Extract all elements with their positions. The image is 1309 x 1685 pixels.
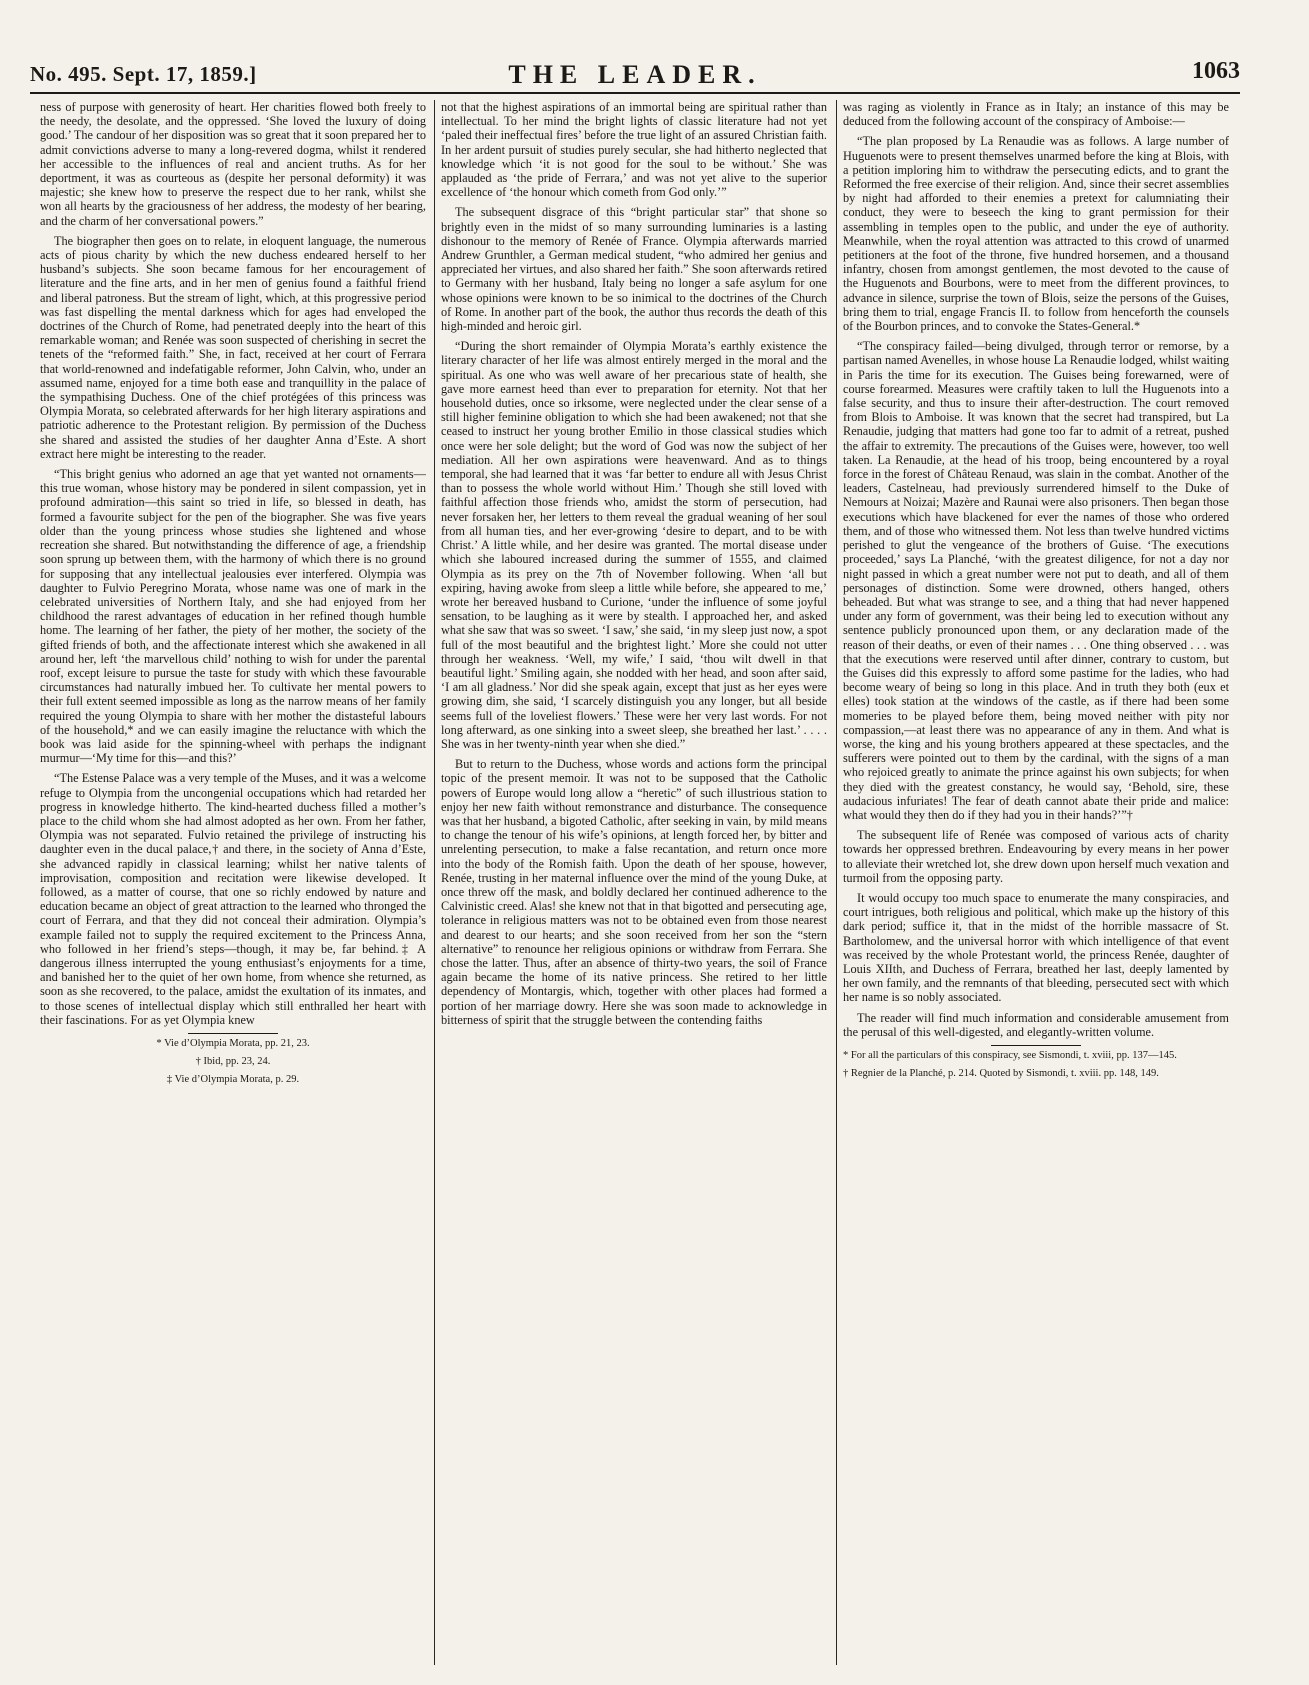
paragraph: ness of purpose with generosity of heart. Her charities flowed both freely to the needy, the desolate, and the oppressed. ‘She loved the luxury of doing good.’ The candour of her disposition was so great that it soon prepared her to admit convictions adverse to many a long-revered dogma, whilst it rendered her accessible to the influences of real and ancient truths. As for her deportment, it was as courteous as (despite her personal deformity) it was majestic; she knew how to preserve the respect due to her rank, whilst she won all hearts by the graciousness of her address, the modesty of her bearing, and the charm of her conversational powers.” (40, 100, 426, 228)
quote-paragraph: “This bright genius who adorned an age that yet wanted not ornaments—this true woman, whose history may be pondered in silent compassion, yet in profound admiration—this saint so tried in life, so blessed in death, has formed a favourite subject for the pen of the biographer. She was five years older than the young princess whose studies she lightened and whose recreation she shared. But notwithstanding the difference of age, a friendship soon sprung up between them, with the harmony of which there is no ground for supposing that any intellectual jealousies ever interfered. Olympia was daughter to Fulvio Peregrino Morata, whose name was one of mark in the celebrated universities of Northern Italy, and she had enjoyed from her childhood the rarest advantages of education in her refined though humble home. The learning of her father, the piety of her mother, the society of the gifted friends of both, and the affectionate interest which she awakened in all around her, left ‘the marvellous child’ nothing to wish for under the parental roof, except leisure to pursue the taste for study with which these favourable circumstances had naturally imbued her. To cultivate her mental powers to their full extent seemed impossible as long as the narrow means of her family required the young Olympia to share with her mother the distasteful labours of the household,* and we can easily imagine the reluctance with which the book was laid aside for the spinning-wheel with perhaps the indignant murmur—‘My time for this—and this?’ (40, 467, 426, 766)
paragraph: The subsequent disgrace of this “bright particular star” that shone so brightly even in the midst of so many surrounding luminaries is a lasting dishonour to the memory of Renée of France. Olympia afterwards married Andrew Grunthler, a German medical student, “who admired her genius and appreciated her virtues, and also shared her faith.” She soon afterwards retired to Germany with her husband, Italy being no longer a safe asylum for one whose opinions were known to be so inimical to the doctrines of the Church of Rome. In another part of the book, the author thus records the death of this high-minded and heroic girl. (441, 205, 827, 334)
footnote-rule (188, 1033, 278, 1034)
footnote: † Ibid, pp. 23, 24. (195, 1056, 271, 1067)
column-2 (441, 100, 827, 1670)
paragraph: not that the highest aspirations of an immortal being are spiritual rather than intellectual. To her mind the bright lights of classic literature had not yet ‘paled their ineffectual fires’ before the true light of an assured Christian faith. In her ardent pursuit of studies purely secular, she had hitherto neglected that knowledge which ‘it is not good for the soul to be without.’ She was applauded as ‘the pride of Ferrara,’ and was not yet alive to the superior excellence of ‘the honour which cometh from God only.’” (441, 100, 827, 200)
page-number: 1063 (1192, 58, 1240, 84)
quote-paragraph: “During the short remainder of Olympia Morata’s earthly existence the literary character of her life was almost entirely merged in the moral and the spiritual. As one who was well aware of her precarious state of health, she gave more earnest heed than ever to preparation for eternity. Not that her household duties, once so irksome, were neglected under the clear sense of a still higher feminine obligation to which she had been awakened; not that she ceased to instruct her young brother Emilio in those classical studies which once were her sole delight; but the word of God was now the subject of her mediation. All her own aspirations were heavenward. And as to things temporal, she had learned that it was ‘far better to endure all with Jesus Christ than to possess the whole world without Him.’ Though she still loved with faithful affection those friends who, amidst the storm of persecution, had never forsaken her, her letters to them reveal the gradual weaning of her soul from all human ties, and her ever-growing ‘desire to depart, and to be with Christ.’ A little while, and her desire was granted. The mortal disease under which she laboured increased during the summer of 1555, and claimed Olympia as its prey on the 7th of November following. When ‘all but expiring, having awoke from sleep a little while before, she appeared to me,’ wrote her bereaved husband to Curione, ‘under the influence of some joyful sensation, to be laughing as it were by stealth. I approached her, and asked what she saw that was so sweet. ‘I saw,’ she said, ‘in my sleep just now, a spot full of the most beautiful and the brightest light.’ More she could not utter through her weakness. ‘Well, my wife,’ I said, ‘thou wilt dwell in that beautiful light.’ Smiling again, she nodded with her head, and soon after said, ‘I am all gladness.’ Nor did she speak again, except that just as her eyes were growing dim, she said, ‘I scarcely distinguish you any longer, but all beside seems full of the loveliest flowers.’ These were her very last words. For not long afterward, as one sinking into a sweet sleep, she breathed her last.’ . . . . She was in her twenty-ninth year when she died.” (441, 339, 827, 751)
footnote: † Regnier de la Planché, p. 214. Quoted by Sismondi, t. xviii. pp. 148, 149. (843, 1068, 1159, 1079)
quote-paragraph: “The plan proposed by La Renaudie was as follows. A large number of Huguenots were to present themselves unarmed before the king at Blois, with a petition imploring him to withdraw the persecuting edicts, and to grant the Reformed the free exercise of their religion. And, since their secret assemblies by night had afforded to their enemies a pretext for calumniating their conduct, they were to beseech the king to grant permission for their assembling in temples open to the public, and under the eye of authority. Meanwhile, when the royal attention was attracted to this crowd of unarmed petitioners at the foot of the throne, five hundred horsemen, and a thousand infantry, chosen from amongst gentlemen, the most devoted to the cause of the Huguenots and Bourbons, were to meet from the different provinces, to advance in silence, surprise the town of Blois, seize the persons of the Guises, bring them to trial, engage Francis II. to follow from henceforth the counsels of the Bourbon princes, and to convoke the States-General.* (843, 134, 1229, 334)
footnote-rule (991, 1045, 1081, 1046)
footnote: * Vie d’Olympia Morata, pp. 21, 23. (156, 1038, 310, 1049)
issue-date: No. 495. Sept. 17, 1859.] (30, 62, 257, 86)
quote-paragraph: “The conspiracy failed—being divulged, through terror or remorse, by a partisan named Avenelles, in whose house La Renaudie lodged, whilst waiting in Paris the time for its execution. The Guises being forewarned, were of course forearmed. Measures were craftily taken to lull the Huguenots into a false security, and thus to insure their after-destruction. The court removed from Blois to Amboise. It was known that the secret had transpired, but La Renaudie, judging that matters had gone too far to admit of a retreat, pushed the affair to extremity. The precautions of the Guises were, however, too well taken. La Renaudie, at the head of his troop, being encountered by a royal force in the forest of Château Renaud, was slain in the combat. Another of the leaders, Castelneau, had previously surrendered himself to the Duke of Nemours at Noizai; Mazère and Raunai were also prisoners. Then began those executions which have blackened for ever the names of those who ordered them, and of those who witnessed them. Not less than twelve hundred victims perished to glut the vengeance of the brothers of Guise. ‘The executions proceeded,’ says La Planché, ‘with the greatest diligence, for not a day nor night passed in which a great number were not put to death, and all of them personages of distinction. Some were drowned, others hanged, others beheaded. But what was strange to see, and a thing that had never happened under any form of government, was their being led to execution without any sentence publicly pronounced upon them, or any declaration made of the reason of their deaths, or even of their names . . . One thing observed . . . was that the executions were reserved until after dinner, contrary to custom, but the Guises did this expressly to afford some pastime for the ladies, who had become weary of being so long in this place. And in truth they both (eux et elles) took station at the windows of the castle, as if there had been some momeries to be played before them, being moved neither with pity nor compassion,—at least there was no appearance of any in them. And what is worse, the king and his young brothers appeared at these spectacles, and the sufferers were pointed out to them by the cardinal, with the signs of a man who rejoiced greatly to animate the prince against his own subjects; for when they died with the greatest constancy, he would say, ‘Behold, sire, these audacious infuriates! The fear of death cannot abate their pride and malice: what would they then do if they had you in their hands?’”† (843, 339, 1229, 822)
paragraph: The biographer then goes on to relate, in eloquent language, the numerous acts of pious charity by which the new duchess endeared herself to her husband’s subjects. She soon became famous for her encouragement of literature and the fine arts, and in her men of genius found a faithful friend and liberal patroness. But the stream of light, which, at this progressive period was fast dispelling the mental darkness which for ages had enveloped the doctrines of the Church of Rome, had penetrated deeply into the heart of this remarkable woman; and Renée was soon suspected of cherishing in secret the tenets of the “reformed faith.” She, in fact, received at her court of Ferrara that world-renowned and indefatigable reformer, John Calvin, who, under an assumed name, enjoyed for a time both ease and tranquillity in the palace of the sympathising Duchess. One of the chief protégées of this princess was Olympia Morata, so celebrated afterwards for her high literary aspirations and patriotic adherence to the Protestant religion. By permission of the Duchess she shared and assisted the studies of her daughter Anna d’Este. A short extract here might be interesting to the reader. (40, 233, 426, 461)
paragraph: was raging as violently in France as in Italy; an instance of this may be deduced from the following account of the conspiracy of Amboise:— (843, 100, 1229, 129)
footnote: ‡ Vie d’Olympia Morata, p. 29. (166, 1074, 300, 1085)
footnote: * For all the particulars of this conspiracy, see Sismondi, t. xviii, pp. 137—145. (843, 1050, 1177, 1061)
paragraph: The reader will find much information and considerable amusement from the perusal of this well-digested, and elegantly-written volume. (843, 1010, 1229, 1039)
paragraph: It would occupy too much space to enumerate the many conspiracies, and court intrigues, both religious and political, which make up the history of this dark period; suffice it, that in the midst of the horrible massacre of St. Bartholomew, and the universal horror with which intelligence of that event was received by the whole Protestant world, the princess Renée, daughter of Louis XIIth, and Duchess of Ferrara, breathed her last, deeply lamented by her own family, and the remnants of that bleeding, persecuted sect with which her name is so nobly associated. (843, 890, 1229, 1005)
paragraph: But to return to the Duchess, whose words and actions form the principal topic of the present memoir. It was not to be supposed that the Catholic powers of Europe would long allow a “heretic” of such illustrious station to enjoy her new faith without remonstrance and disturbance. The consequence was that her husband, a bigoted Catholic, after seeking in vain, by mild means to change the tenour of his wife’s opinions, at length forced her, by bitter and unrelenting persecution, to make a false recantation, and return once more into the body of the Romish faith. Upon the death of her spouse, however, Renée, trusting in her maternal influence over the mind of the young Duke, at once threw off the mask, and boldly declared her continued adherence to the Calvinistic creed. Alas! she knew not that in that bigotted and persecuting age, tolerance in religious matters was not to be obtained even from those nearest and dearest to our hearts; and she soon received from her son the “stern alternative” to renounce her religious opinions or withdraw from Ferrara. She chose the latter. Thus, after an absence of thirty-two years, the soil of France again became the home of its native princess. She retired to her little dependency of Montargis, which, together with other places had formed a portion of her marriage dowry. Here she was soon made to acknowledge in bitterness of spirit that the struggle between the contending faiths (441, 757, 827, 1027)
column-3 (843, 100, 1229, 1670)
paragraph: The subsequent life of Renée was composed of various acts of charity towards her oppressed brethren. Endeavouring by every means in her power to alleviate their wretched lot, she drew down upon herself much vexation and turmoil from the opposing party. (843, 828, 1229, 885)
column-1 (40, 100, 426, 1670)
column-divider (836, 100, 837, 1665)
quote-paragraph: “The Estense Palace was a very temple of the Muses, and it was a welcome refuge to Olympia from the uncongenial occupations which had retarded her progress in knowledge hitherto. The kind-hearted duchess filled a mother’s place to the child whom she had almost adopted as her own. From her father, Olympia was not separated. Fulvio retained the privilege of instructing his daughter even in the ducal palace,† and there, in the society of Anna d’Este, she advanced rapidly in classical learning; whilst her native talents of improvisation, composition and recitation were likewise developed. It followed, as a matter of course, that one so richly endowed by nature and education became an object of great attraction to the learned who thronged the court of Ferrara, and that they did not conceal their admiration. Olympia’s example failed not to supply the required excitement to the Princess Anna, who followed in her friend’s steps—though, it may be, far behind.‡ A dangerous illness interrupted the young enthusiast’s enjoyments for a time, and banished her to the quiet of her own home, from whence she returned, as soon as she recovered, to the palace, amidst the exultation of its inmates, and to those scenes of intellectual display which still enthralled her heart with their fascinations. For as yet Olympia knew (40, 771, 426, 1027)
masthead (30, 58, 1240, 94)
column-divider (434, 100, 435, 1665)
newspaper-title: THE LEADER. (508, 60, 762, 89)
